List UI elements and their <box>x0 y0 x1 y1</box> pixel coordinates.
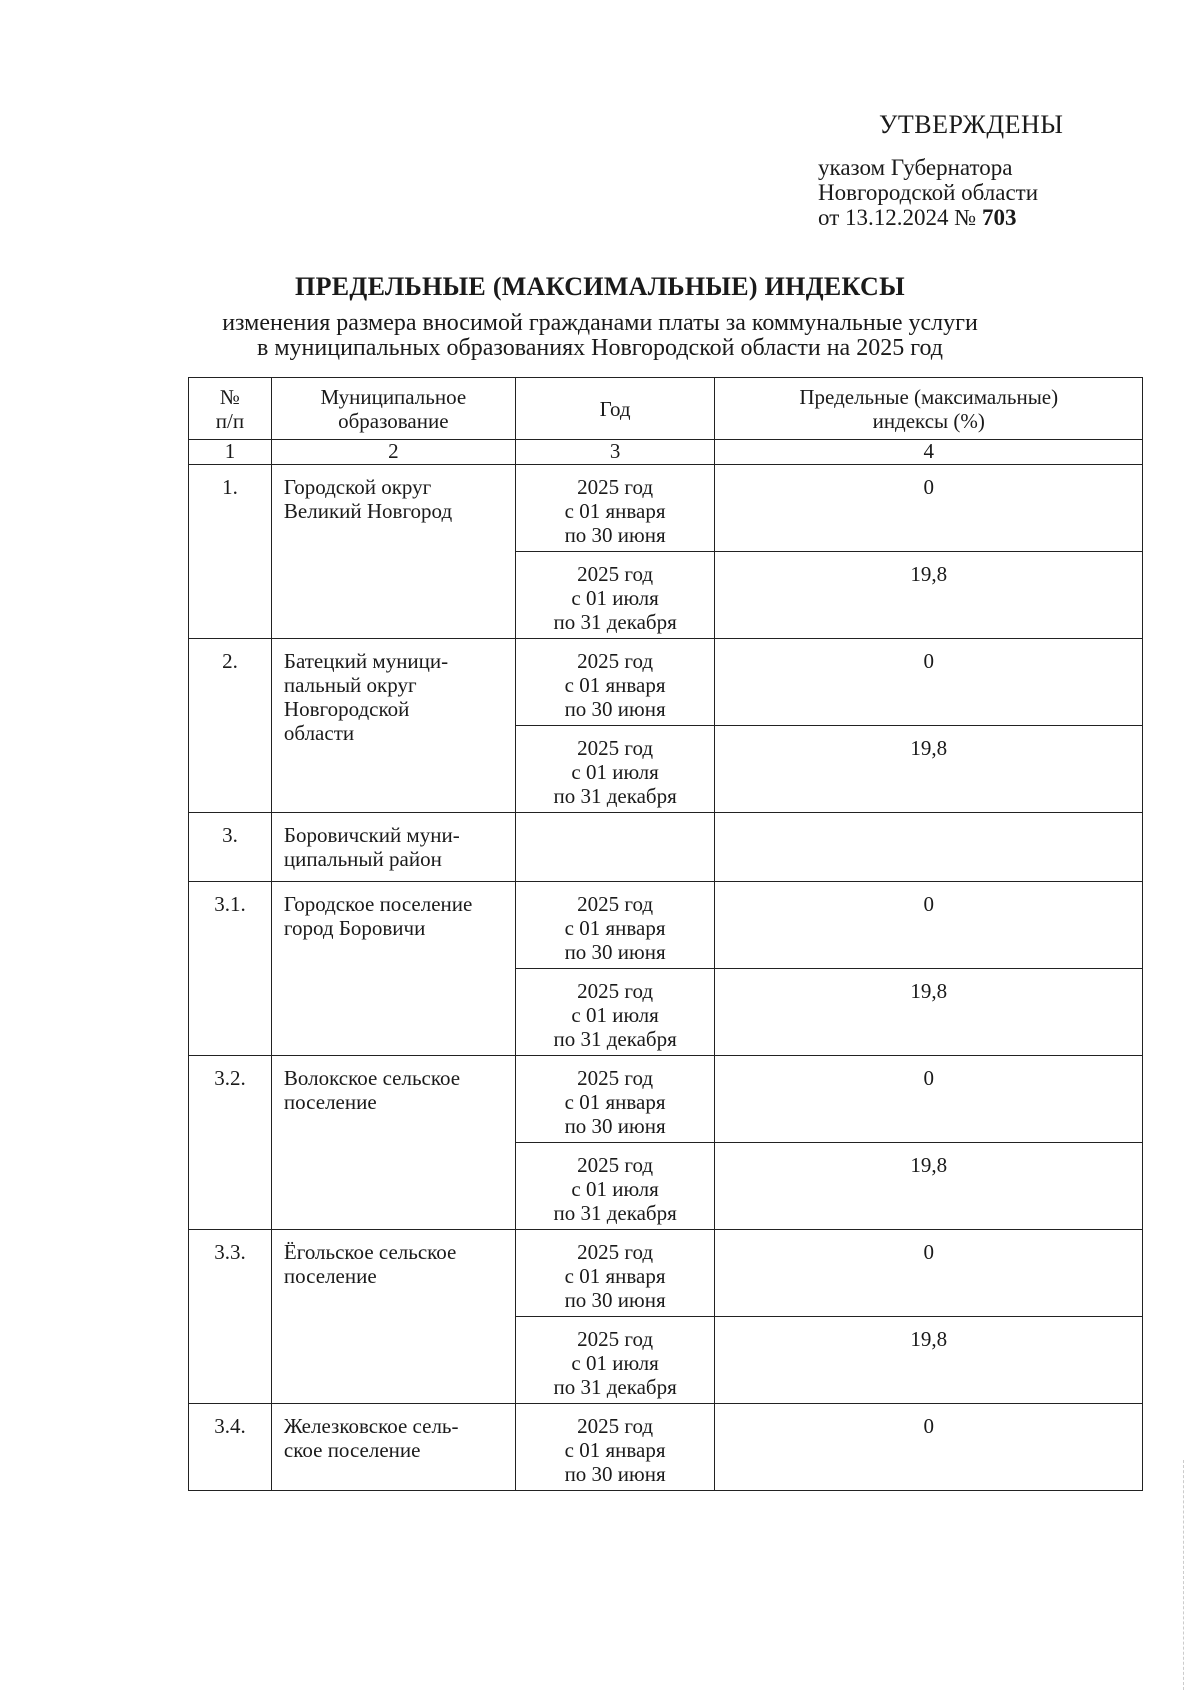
column-number: 1 <box>189 440 272 465</box>
index-value: 19,8 <box>715 1317 1143 1404</box>
table-row <box>189 1404 1143 1491</box>
municipality-name: Боровичский муни- ципальный район <box>271 813 515 882</box>
approval-line-1: указом Губернатора <box>818 155 1013 180</box>
period-first-half: 2025 год с 01 января по 30 июня <box>515 1404 715 1491</box>
index-value: 0 <box>715 465 1143 552</box>
municipality-name: Железковское сель- ское поселение <box>271 1404 515 1491</box>
municipality-name: Ёгольское сельское поселение <box>271 1230 515 1404</box>
index-value: 0 <box>715 1404 1143 1491</box>
period-second-half: 2025 год с 01 июля по 31 декабря <box>515 1317 715 1404</box>
row-number: 3. <box>189 813 272 882</box>
table-row <box>189 1056 1143 1143</box>
row-number: 3.1. <box>189 882 272 1056</box>
table-row <box>189 813 1143 882</box>
header-index: Предельные (максимальные) индексы (%) <box>715 378 1143 440</box>
header-year: Год <box>515 378 715 440</box>
row-number: 3.4. <box>189 1404 272 1491</box>
period-second-half: 2025 год с 01 июля по 31 декабря <box>515 1143 715 1230</box>
table-row <box>189 1230 1143 1317</box>
subtitle-line-1: изменения размера вносимой гражданами платы за коммунальные услуги <box>222 310 978 336</box>
approval-block <box>818 112 1063 230</box>
index-value: 0 <box>715 1230 1143 1317</box>
index-value: 19,8 <box>715 1143 1143 1230</box>
index-value: 19,8 <box>715 552 1143 639</box>
index-value: 0 <box>715 639 1143 726</box>
table-row <box>189 465 1143 552</box>
column-numbers-row <box>189 440 1143 465</box>
period-first-half: 2025 год с 01 января по 30 июня <box>515 465 715 552</box>
index-value: 0 <box>715 882 1143 969</box>
document-subtitle <box>0 311 1200 361</box>
subtitle-line-2: в муниципальных образованиях Новгородской области на 2025 год <box>257 335 943 361</box>
approval-date: от 13.12.2024 № <box>818 205 977 230</box>
row-number: 2. <box>189 639 272 813</box>
header-num: № п/п <box>189 378 272 440</box>
row-number: 3.2. <box>189 1056 272 1230</box>
indices-table <box>188 377 1143 1491</box>
row-number: 1. <box>189 465 272 639</box>
table-row <box>189 639 1143 726</box>
document-title: ПРЕДЕЛЬНЫЕ (МАКСИМАЛЬНЫЕ) ИНДЕКСЫ <box>295 272 905 301</box>
municipality-name: Городской округ Великий Новгород <box>271 465 515 639</box>
empty-cell <box>515 813 715 882</box>
column-number: 4 <box>715 440 1143 465</box>
column-number: 3 <box>515 440 715 465</box>
period-second-half: 2025 год с 01 июля по 31 декабря <box>515 969 715 1056</box>
approval-line-3 <box>818 205 1063 230</box>
period-first-half: 2025 год с 01 января по 30 июня <box>515 639 715 726</box>
approval-heading: УТВЕРЖДЕНЫ <box>879 110 1064 139</box>
period-first-half: 2025 год с 01 января по 30 июня <box>515 1230 715 1317</box>
decree-number: 703 <box>981 205 1017 230</box>
municipality-name: Городское поселение город Боровичи <box>271 882 515 1056</box>
index-value: 19,8 <box>715 969 1143 1056</box>
index-value: 0 <box>715 1056 1143 1143</box>
scan-edge-line <box>1183 1460 1185 1690</box>
period-first-half: 2025 год с 01 января по 30 июня <box>515 1056 715 1143</box>
period-second-half: 2025 год с 01 июля по 31 декабря <box>515 726 715 813</box>
period-second-half: 2025 год с 01 июля по 31 декабря <box>515 552 715 639</box>
municipality-name: Волокское сельское поселение <box>271 1056 515 1230</box>
column-number: 2 <box>271 440 515 465</box>
approval-line-2: Новгородской области <box>818 180 1039 205</box>
table-row <box>189 882 1143 969</box>
row-number: 3.3. <box>189 1230 272 1404</box>
header-name: Муниципальное образование <box>271 378 515 440</box>
empty-cell <box>715 813 1143 882</box>
municipality-name: Батецкий муници- пальный округ Новгородской области <box>271 639 515 813</box>
period-first-half: 2025 год с 01 января по 30 июня <box>515 882 715 969</box>
index-value: 19,8 <box>715 726 1143 813</box>
table-header-row <box>189 378 1143 440</box>
